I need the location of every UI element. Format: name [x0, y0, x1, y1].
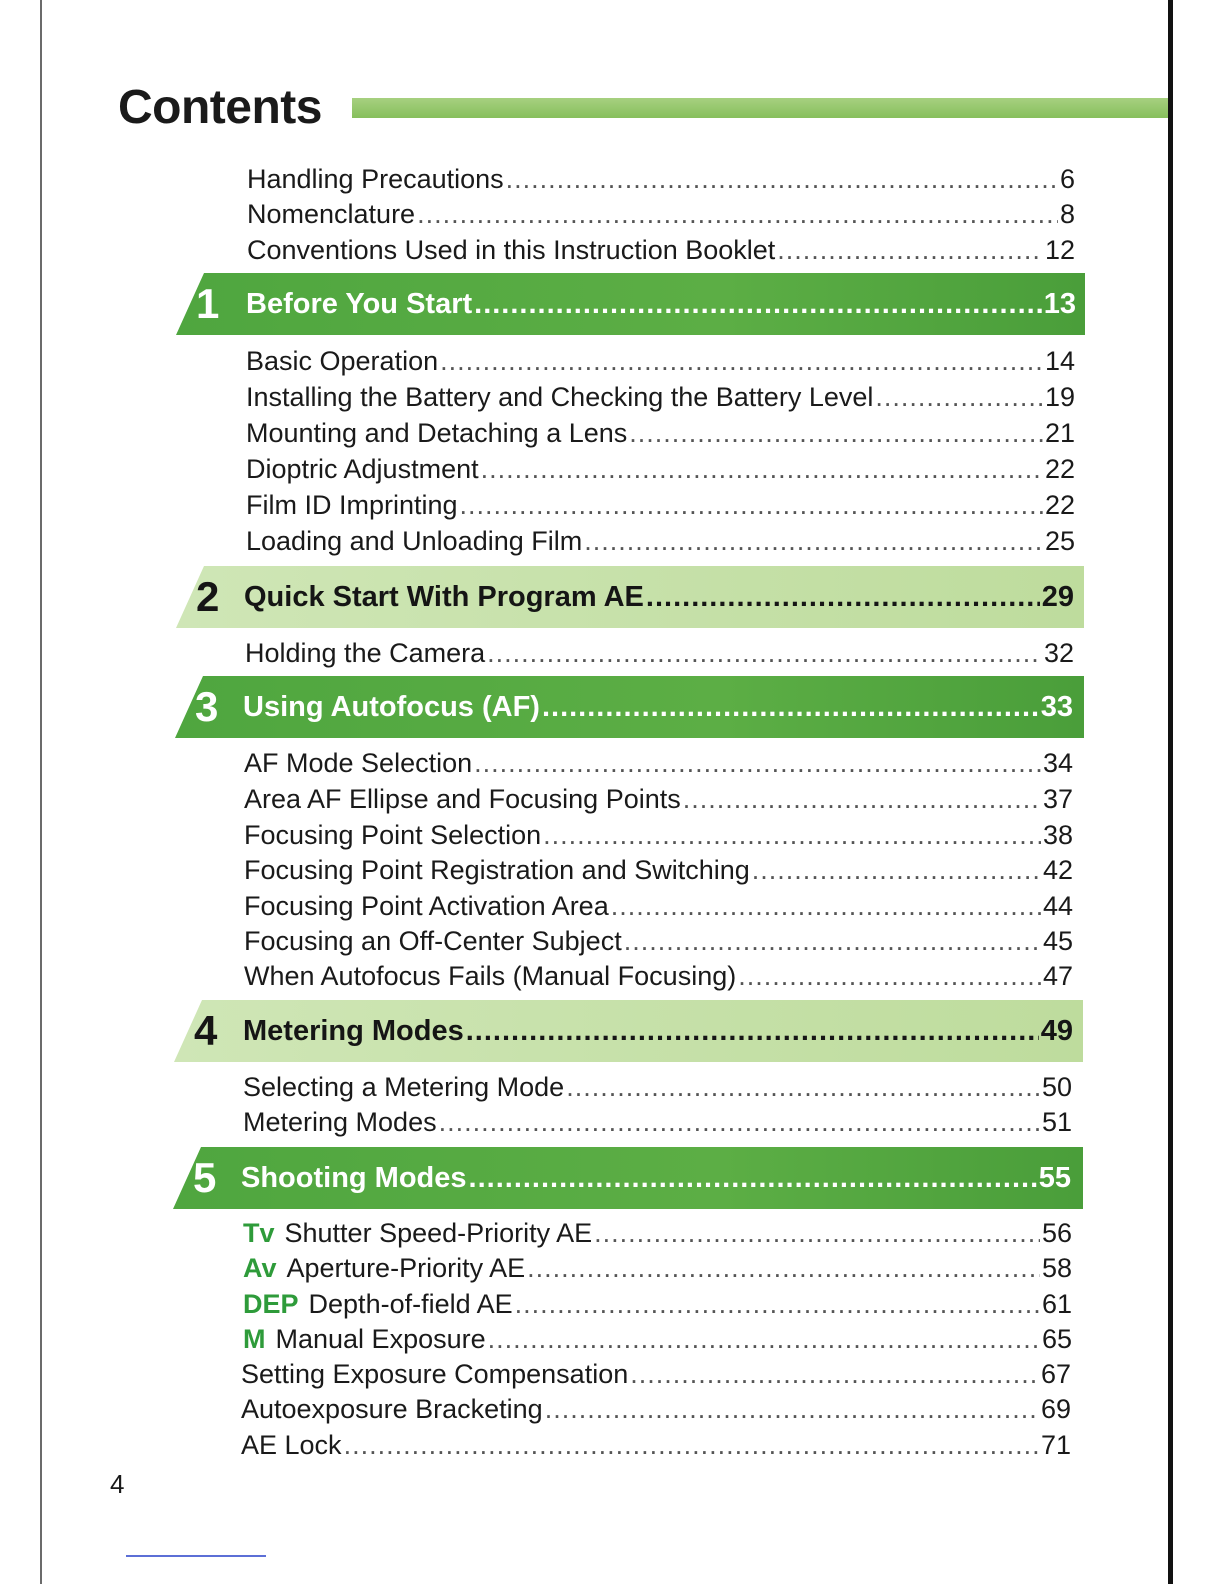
toc-entry-label: AE Lock [241, 1430, 342, 1460]
toc-entry-page: 12 [1044, 235, 1075, 265]
toc-entry-page: 38 [1042, 820, 1073, 850]
leader-dots [738, 959, 1041, 993]
toc-entry-page: 42 [1042, 855, 1073, 885]
section-header-3[interactable] [175, 676, 1084, 738]
toc-entry-label: Handling Precautions [247, 164, 504, 194]
toc-entry-page: 45 [1042, 926, 1073, 956]
toc-entry-label: Manual Exposure [275, 1324, 486, 1354]
toc-entry[interactable] [244, 853, 1073, 887]
leader-dots [487, 636, 1042, 670]
toc-entry-page: 8 [1059, 199, 1075, 229]
toc-entry-page: 21 [1044, 418, 1075, 448]
toc-entry-page: 50 [1041, 1072, 1072, 1102]
toc-entry[interactable] [244, 746, 1073, 780]
toc-entry-label: Focusing Point Selection [244, 820, 542, 850]
toc-entry[interactable] [246, 344, 1075, 378]
leader-dots [545, 1392, 1039, 1426]
section-number: 4 [194, 1007, 218, 1054]
section-header-5[interactable] [173, 1147, 1083, 1209]
section-number: 2 [196, 573, 220, 620]
leader-dots [630, 1357, 1039, 1391]
page-right-edge [1168, 0, 1173, 1584]
toc-entry[interactable] [245, 636, 1074, 670]
toc-entry-page: 22 [1044, 454, 1075, 484]
leader-dots [527, 1251, 1040, 1285]
leader-dots [469, 1161, 1037, 1195]
leader-dots [439, 1105, 1040, 1139]
section-title: Using Autofocus (AF) [243, 691, 540, 723]
page-left-edge [40, 0, 42, 1584]
section-header-1[interactable] [176, 273, 1085, 335]
page-title: Contents [118, 81, 322, 134]
leader-dots [344, 1428, 1039, 1462]
toc-entry-page: 19 [1044, 382, 1075, 412]
toc-entry[interactable] [244, 959, 1073, 993]
tv-mode-icon: Tv [243, 1218, 275, 1248]
section-title-row [243, 1014, 1073, 1048]
toc-entry-label: Installing the Battery and Checking the Battery Level [246, 382, 874, 412]
section-title-row [243, 690, 1073, 724]
leader-dots [481, 452, 1043, 486]
toc-entry-page: 67 [1040, 1359, 1071, 1389]
leader-dots [440, 344, 1043, 378]
leader-dots [646, 580, 1040, 614]
toc-entry-page: 37 [1042, 784, 1073, 814]
dep-mode-icon: DEP [243, 1289, 299, 1319]
toc-entry-label: Dioptric Adjustment [246, 454, 479, 484]
section-page: 13 [1043, 288, 1076, 320]
toc-entry-page: 47 [1042, 961, 1073, 991]
leader-dots [474, 287, 1042, 321]
leader-dots [584, 524, 1043, 558]
toc-entry[interactable] [241, 1428, 1071, 1462]
toc-entry-page: 65 [1041, 1324, 1072, 1354]
toc-entry[interactable] [241, 1392, 1071, 1426]
leader-dots [752, 853, 1041, 887]
leader-dots [629, 416, 1043, 450]
leader-dots [566, 1070, 1040, 1104]
toc-entry-page: 32 [1043, 638, 1074, 668]
section-title: Before You Start [246, 288, 473, 320]
leader-dots [466, 1014, 1039, 1048]
toc-entry[interactable] [243, 1070, 1072, 1104]
section-number: 3 [195, 683, 219, 730]
toc-entry-label: Aperture-Priority AE [286, 1253, 526, 1283]
toc-entry-label: Shutter Speed-Priority AE [284, 1218, 593, 1248]
leader-dots [515, 1287, 1040, 1321]
toc-entry-label: Focusing an Off-Center Subject [244, 926, 622, 956]
toc-entry-label: Setting Exposure Compensation [241, 1359, 629, 1389]
toc-entry-label: Depth-of-field AE [308, 1289, 513, 1319]
toc-entry-page: 61 [1041, 1289, 1072, 1319]
toc-entry[interactable] [243, 1287, 1072, 1321]
leader-dots [460, 488, 1043, 522]
bottom-rule [126, 1555, 266, 1557]
toc-entry-page: 25 [1044, 526, 1075, 556]
section-title: Quick Start With Program AE [244, 581, 644, 613]
leader-dots [611, 889, 1041, 923]
toc-entry-page: 34 [1042, 748, 1073, 778]
toc-entry[interactable] [244, 889, 1073, 923]
toc-entry[interactable] [244, 924, 1073, 958]
toc-entry[interactable] [243, 1322, 1072, 1356]
toc-entry[interactable] [243, 1251, 1072, 1285]
toc-entry[interactable] [244, 818, 1073, 852]
toc-entry-label: Metering Modes [243, 1107, 437, 1137]
leader-dots [417, 197, 1058, 231]
section-page: 33 [1040, 691, 1073, 723]
leader-dots [474, 746, 1041, 780]
leader-dots [624, 924, 1041, 958]
title-rule [352, 98, 1168, 118]
toc-entry-label: Nomenclature [247, 199, 416, 229]
m-mode-icon: M [243, 1324, 266, 1354]
toc-entry-label: Basic Operation [246, 346, 439, 376]
section-title: Metering Modes [243, 1015, 464, 1047]
section-page: 55 [1038, 1162, 1071, 1194]
toc-entry-page: 44 [1042, 891, 1073, 921]
toc-entry-label: AF Mode Selection [244, 748, 473, 778]
leader-dots [683, 782, 1041, 816]
leader-dots [543, 818, 1041, 852]
toc-entry[interactable] [244, 782, 1073, 816]
leader-dots [506, 162, 1058, 196]
toc-entry[interactable] [246, 488, 1075, 522]
page-number: 4 [110, 1469, 125, 1499]
toc-entry-page: 58 [1041, 1253, 1072, 1283]
toc-entry-label: Holding the Camera [245, 638, 486, 668]
section-title-row [241, 1161, 1071, 1195]
toc-entry-page: 51 [1041, 1107, 1072, 1137]
section-page: 49 [1040, 1015, 1073, 1047]
toc-entry[interactable] [247, 197, 1075, 231]
section-number: 5 [193, 1154, 217, 1201]
toc-entry[interactable] [246, 452, 1075, 486]
toc-entry-label: Film ID Imprinting [246, 490, 458, 520]
section-title-row [246, 287, 1076, 321]
toc-entry-label: Focusing Point Registration and Switching [244, 855, 750, 885]
toc-entry[interactable] [246, 416, 1075, 450]
toc-entry-label: Selecting a Metering Mode [243, 1072, 565, 1102]
toc-entry[interactable] [243, 1216, 1072, 1250]
toc-entry-label: When Autofocus Fails (Manual Focusing) [244, 961, 737, 991]
leader-dots [488, 1322, 1040, 1356]
leader-dots [875, 380, 1043, 414]
toc-entry-label: Mounting and Detaching a Lens [246, 418, 628, 448]
toc-entry-page: 6 [1059, 164, 1075, 194]
toc-entry-label: Loading and Unloading Film [246, 526, 583, 556]
section-header-2[interactable] [176, 566, 1084, 628]
toc-entry-page: 69 [1040, 1394, 1071, 1424]
toc-entry-page: 56 [1041, 1218, 1072, 1248]
toc-entry-label: Autoexposure Bracketing [241, 1394, 543, 1424]
toc-entry[interactable] [246, 380, 1075, 414]
av-mode-icon: Av [243, 1253, 277, 1283]
toc-entry[interactable] [247, 162, 1075, 196]
toc-entry[interactable] [247, 233, 1075, 267]
toc-entry-page: 22 [1044, 490, 1075, 520]
section-title-row [244, 580, 1074, 614]
leader-dots [777, 233, 1043, 267]
toc-entry[interactable] [246, 524, 1075, 558]
toc-entry-label: Conventions Used in this Instruction Booklet [247, 235, 776, 265]
toc-entry[interactable] [241, 1357, 1071, 1391]
toc-entry-page: 71 [1040, 1430, 1071, 1460]
toc-entry-label: Area AF Ellipse and Focusing Points [244, 784, 681, 814]
leader-dots [594, 1216, 1040, 1250]
section-title: Shooting Modes [241, 1162, 467, 1194]
toc-entry-label: Focusing Point Activation Area [244, 891, 609, 921]
toc-entry[interactable] [243, 1105, 1072, 1139]
section-number: 1 [196, 280, 220, 327]
toc-entry-page: 14 [1044, 346, 1075, 376]
section-header-4[interactable] [174, 1000, 1083, 1062]
leader-dots [542, 690, 1039, 724]
section-page: 29 [1041, 581, 1074, 613]
